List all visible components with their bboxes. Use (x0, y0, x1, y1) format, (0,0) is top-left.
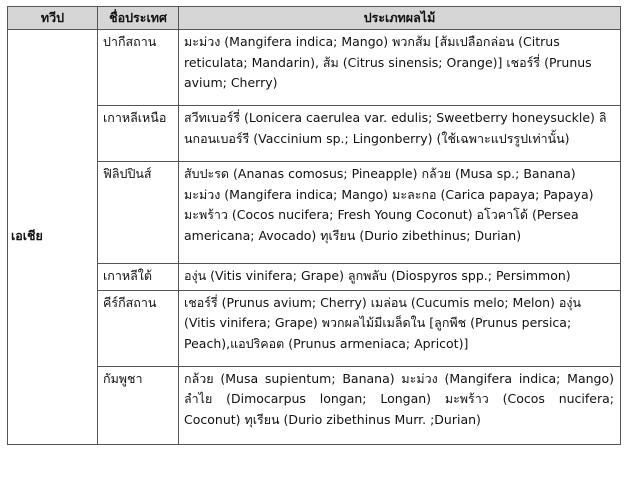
country-cell: กัมพูชา (98, 366, 179, 444)
fruit-import-table (7, 6, 621, 445)
table-row (8, 30, 621, 106)
header-country: ชื่อประเทศ (98, 7, 179, 30)
table-row (8, 366, 621, 444)
table-row (8, 290, 621, 366)
table-row (8, 264, 621, 291)
table-header-row (8, 7, 621, 30)
table-row (8, 106, 621, 162)
fruits-cell: สวีทเบอร์รี่ (Lonicera caerulea var. edulis; Sweetberry honeysuckle) ลินกอนเบอร์รี (Vaccinium sp.; Lingonberry) (ใช้เฉพาะแปรรูปเท่านั้น) (179, 106, 621, 162)
country-cell: ปากีสถาน (98, 30, 179, 106)
table-row (8, 162, 621, 264)
country-cell: ฟิลิปปินส์ (98, 162, 179, 264)
country-cell: เกาหลีใต้ (98, 264, 179, 291)
fruits-cell: มะม่วง (Mangifera indica; Mango) พวกส้ม [ส้มเปลือกล่อน (Citrus reticulata; Mandarin), ส้ม (Citrus sinensis; Orange)] เชอร์รี่ (Prunus avium; Cherry) (179, 30, 621, 106)
region-cell: เอเชีย (8, 30, 98, 445)
header-fruit-type: ประเภทผลไม้ (179, 7, 621, 30)
fruits-cell: สับปะรด (Ananas comosus; Pineapple) กล้วย (Musa sp.; Banana) มะม่วง (Mangifera indica; Mango) มะละกอ (Carica papaya; Papaya) มะพร้าว (Cocos nucifera; Fresh Young Coconut) อโวคาโด้ (Persea americana; Avocado) ทุเรียน (Durio zibethinus; Durian) (179, 162, 621, 264)
header-continent: ทวีป (8, 7, 98, 30)
fruits-cell: เชอร์รี่ (Prunus avium; Cherry) เมล่อน (Cucumis melo; Melon) องุ่น (Vitis vinifera; Grape) พวกผลไม้มีเมล็ดใน [ลูกพีช (Prunus persica; Peach),แอปริคอต (Prunus armeniaca; Apricot)] (179, 290, 621, 366)
country-cell: เกาหลีเหนือ (98, 106, 179, 162)
fruits-cell: กล้วย (Musa supientum; Banana) มะม่วง (Mangifera indica; Mango) ลำไย (Dimocarpus longan; Longan) มะพร้าว (Cocos nucifera; Coconut) ทุเรียน (Durio zibethinus Murr. ;Durian) (179, 366, 621, 444)
fruits-cell: องุ่น (Vitis vinifera; Grape) ลูกพลับ (Diospyros spp.; Persimmon) (179, 264, 621, 291)
country-cell: คีร์กีสถาน (98, 290, 179, 366)
